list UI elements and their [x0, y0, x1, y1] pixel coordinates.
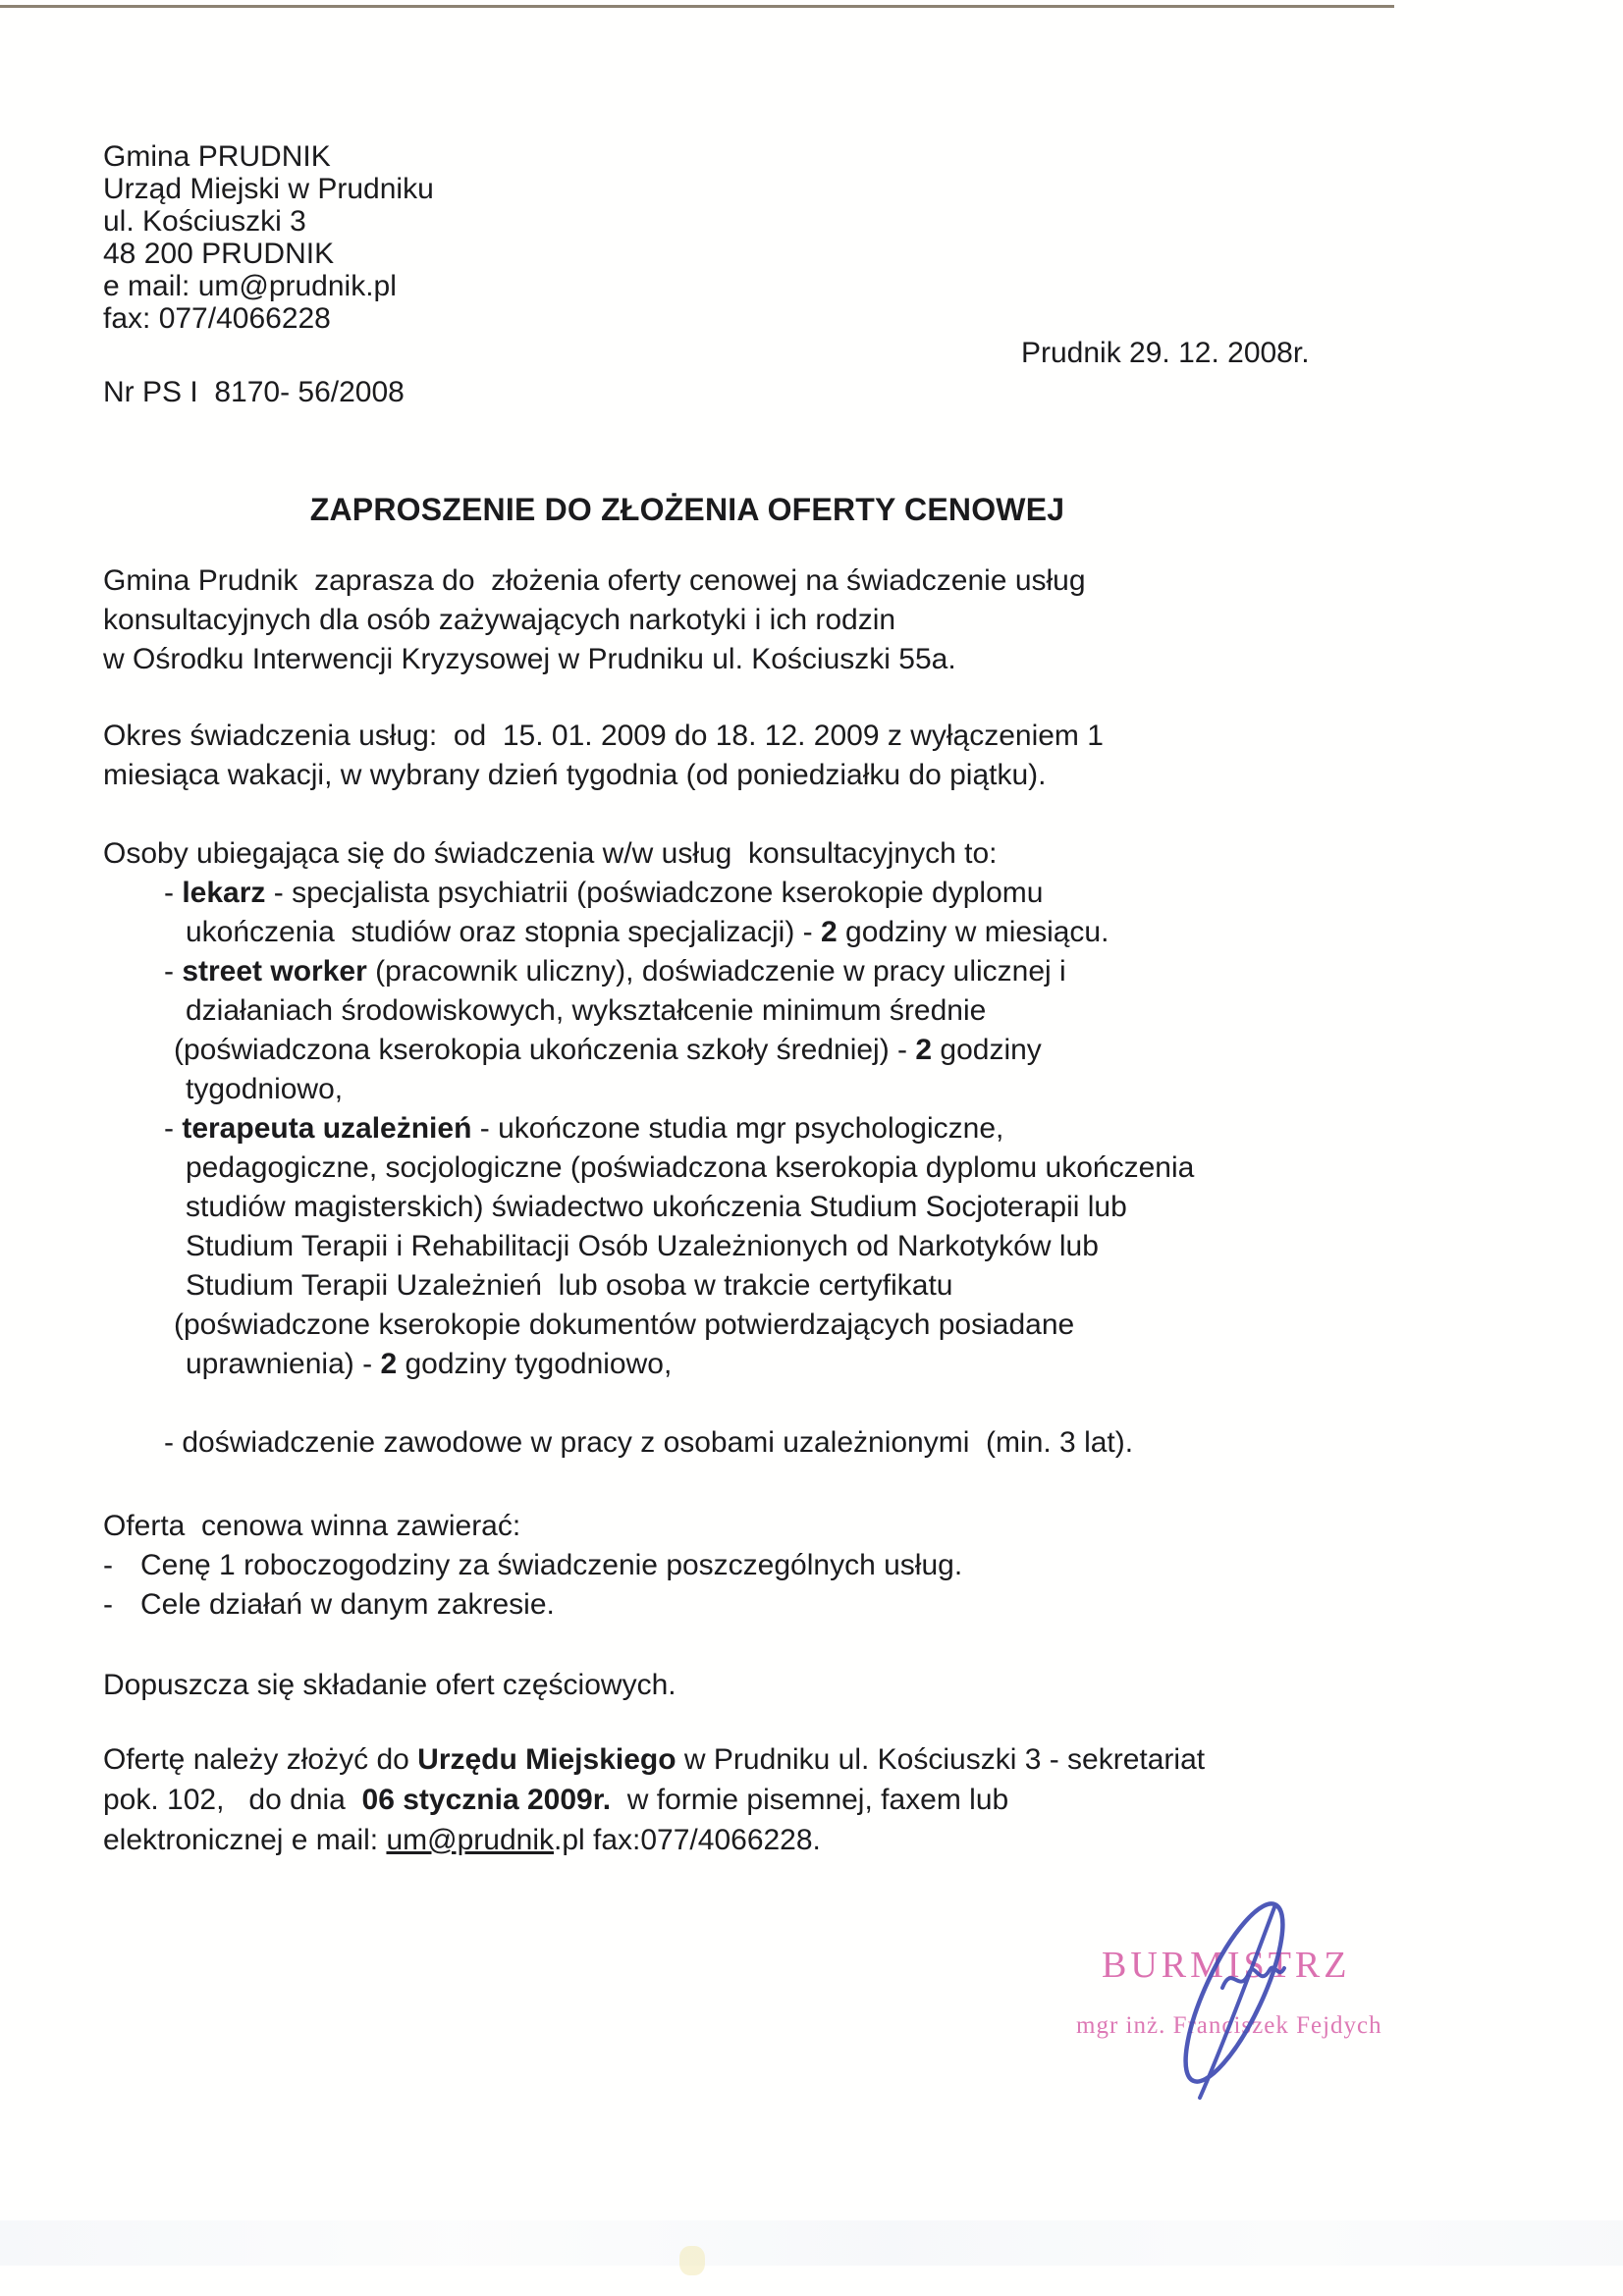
- sender-city: 48 200 PRUDNIK: [103, 238, 335, 270]
- text-run: - ukończone studia mgr psychologiczne,: [471, 1112, 1004, 1145]
- text-run: Ofertę należy złożyć do: [103, 1743, 418, 1776]
- bullet-lekarz-cont: [103, 913, 1194, 952]
- bullet-street-worker-cont: [103, 1031, 1194, 1070]
- intro-paragraph: [103, 561, 1086, 679]
- sender-email: e mail: um@prudnik.pl: [103, 270, 397, 302]
- mayor-stamp-name: mgr inż. Franciszek Fejdych: [1076, 2012, 1382, 2039]
- text-run: w formie pisemnej, faxem lub: [611, 1784, 1009, 1816]
- text-run: - specjalista psychiatrii (poświadczone kserokopie dyplomu: [265, 877, 1044, 909]
- bullet-street-worker: [103, 952, 1194, 991]
- text-run: ukończenia studiów oraz stopnia specjalizacji) -: [186, 916, 821, 948]
- text-run: Cenę 1 roboczogodziny za świadczenie poszczególnych usług.: [140, 1549, 963, 1581]
- experience-requirement-line: - doświadczenie zawodowe w pracy z osobami uzależnionymi (min. 3 lat).: [164, 1426, 1134, 1459]
- reference-number: Nr PS I 8170- 56/2008: [103, 376, 405, 408]
- scan-smudge: [679, 2246, 705, 2275]
- text-run: uprawnienia) -: [186, 1348, 381, 1380]
- bullet-terapeuta-cont: studiów magisterskich) świadectwo ukończenia Studium Socjoterapii lub: [186, 1191, 1127, 1223]
- bullet-terapeuta-cont: Studium Terapii i Rehabilitacji Osób Uzależnionych od Narkotyków lub: [186, 1230, 1099, 1262]
- bold-run: 06 stycznia 2009r.: [361, 1784, 612, 1816]
- text-run: -: [164, 1112, 183, 1145]
- partial-offers-note: Dopuszcza się składanie ofert częściowych.: [103, 1669, 676, 1701]
- bold-run: 2: [915, 1034, 933, 1066]
- text-run: -: [164, 877, 183, 909]
- bold-run: terapeuta uzależnień: [182, 1112, 472, 1145]
- bold-run: lekarz: [182, 877, 266, 909]
- letter-line: [103, 1780, 1205, 1820]
- dash-bullet: -: [103, 1549, 113, 1581]
- place-and-date: Prudnik 29. 12. 2008r.: [1021, 337, 1310, 369]
- signature-loop: [1167, 1893, 1301, 2093]
- offer-contents-section: [103, 1507, 962, 1625]
- sender-address-block: [103, 140, 434, 335]
- bullet-terapeuta: [103, 1109, 1194, 1148]
- offer-heading: Oferta cenowa winna zawierać:: [103, 1510, 521, 1542]
- dash-bullet: -: [103, 1588, 113, 1621]
- text-run: (poświadczona kserokopia ukończenia szkoły średniej) -: [174, 1034, 916, 1066]
- bullet-street-worker-cont: tygodniowo,: [186, 1073, 344, 1105]
- bullet-lekarz: [103, 874, 1194, 913]
- bullet-terapeuta-cont: Studium Terapii Uzależnień lub osoba w trakcie certyfikatu: [186, 1269, 953, 1302]
- required-persons-section: [103, 834, 1194, 1384]
- text-run: (pracownik uliczny), doświadczenie w pracy ulicznej i: [366, 955, 1066, 988]
- bold-run: 2: [820, 916, 838, 948]
- text-run: Cele działań w danym zakresie.: [140, 1588, 555, 1621]
- document-title: ZAPROSZENIE DO ZŁOŻENIA OFERTY CENOWEJ: [309, 492, 1065, 527]
- scan-edge-line: [0, 5, 1394, 8]
- sender-org-name: Gmina PRUDNIK: [103, 140, 331, 173]
- signature-scribble: [1222, 1967, 1284, 1988]
- text-run: pok. 102, do dnia: [103, 1784, 362, 1816]
- bold-run: 2: [380, 1348, 398, 1380]
- scan-noise-band: [0, 2220, 1623, 2266]
- persons-intro-line: Osoby ubiegająca się do świadczenia w/w usług konsultacyjnych to:: [103, 837, 998, 870]
- sender-street: ul. Kościuszki 3: [103, 205, 306, 238]
- letter-line: w Ośrodku Interwencji Kryzysowej w Prudniku ul. Kościuszki 55a.: [103, 643, 956, 675]
- bullet-street-worker-cont: działaniach środowiskowych, wykształcenie minimum średnie: [186, 994, 987, 1027]
- bold-run: Urzędu Miejskiego: [417, 1743, 676, 1776]
- letter-line: [103, 1820, 1205, 1860]
- bullet-terapeuta-cont: (poświadczone kserokopie dokumentów potwierdzających posiadane: [174, 1308, 1075, 1341]
- letter-line: miesiąca wakacji, w wybrany dzień tygodnia (od poniedziałku do piątku).: [103, 759, 1047, 791]
- bullet-terapeuta-cont: [103, 1345, 1194, 1384]
- text-run: elektronicznej e mail:: [103, 1824, 387, 1856]
- bullet-terapeuta-cont: pedagogiczne, socjologiczne (poświadczona kserokopia dyplomu ukończenia: [186, 1151, 1195, 1184]
- offer-item: [103, 1546, 962, 1585]
- sender-office: Urząd Miejski w Prudniku: [103, 173, 434, 205]
- text-run: w Prudniku ul. Kościuszki 3 - sekretariat: [676, 1743, 1206, 1776]
- letter-line: [103, 1739, 1205, 1780]
- submission-paragraph: [103, 1739, 1205, 1860]
- underlined-email-run: um@prudnik: [386, 1824, 554, 1856]
- letter-line: konsultacyjnych dla osób zażywających narkotyki i ich rodzin: [103, 604, 896, 636]
- text-run: godziny w miesiącu.: [837, 916, 1109, 948]
- offer-item: [103, 1585, 962, 1625]
- bold-run: street worker: [182, 955, 367, 988]
- mayor-stamp-title: BURMISTRZ: [1102, 1945, 1351, 1986]
- text-run: -: [164, 955, 183, 988]
- text-run: .pl fax:077/4066228.: [554, 1824, 821, 1856]
- handwritten-signature: [1129, 1890, 1355, 2115]
- letter-line: Okres świadczenia usług: od 15. 01. 2009 do 18. 12. 2009 z wyłączeniem 1: [103, 720, 1104, 752]
- service-period-paragraph: [103, 717, 1104, 795]
- text-run: godziny: [932, 1034, 1042, 1066]
- sender-fax: fax: 077/4066228: [103, 302, 331, 335]
- text-run: godziny tygodniowo,: [397, 1348, 673, 1380]
- letter-line: Gmina Prudnik zaprasza do złożenia oferty cenowej na świadczenie usług: [103, 564, 1086, 597]
